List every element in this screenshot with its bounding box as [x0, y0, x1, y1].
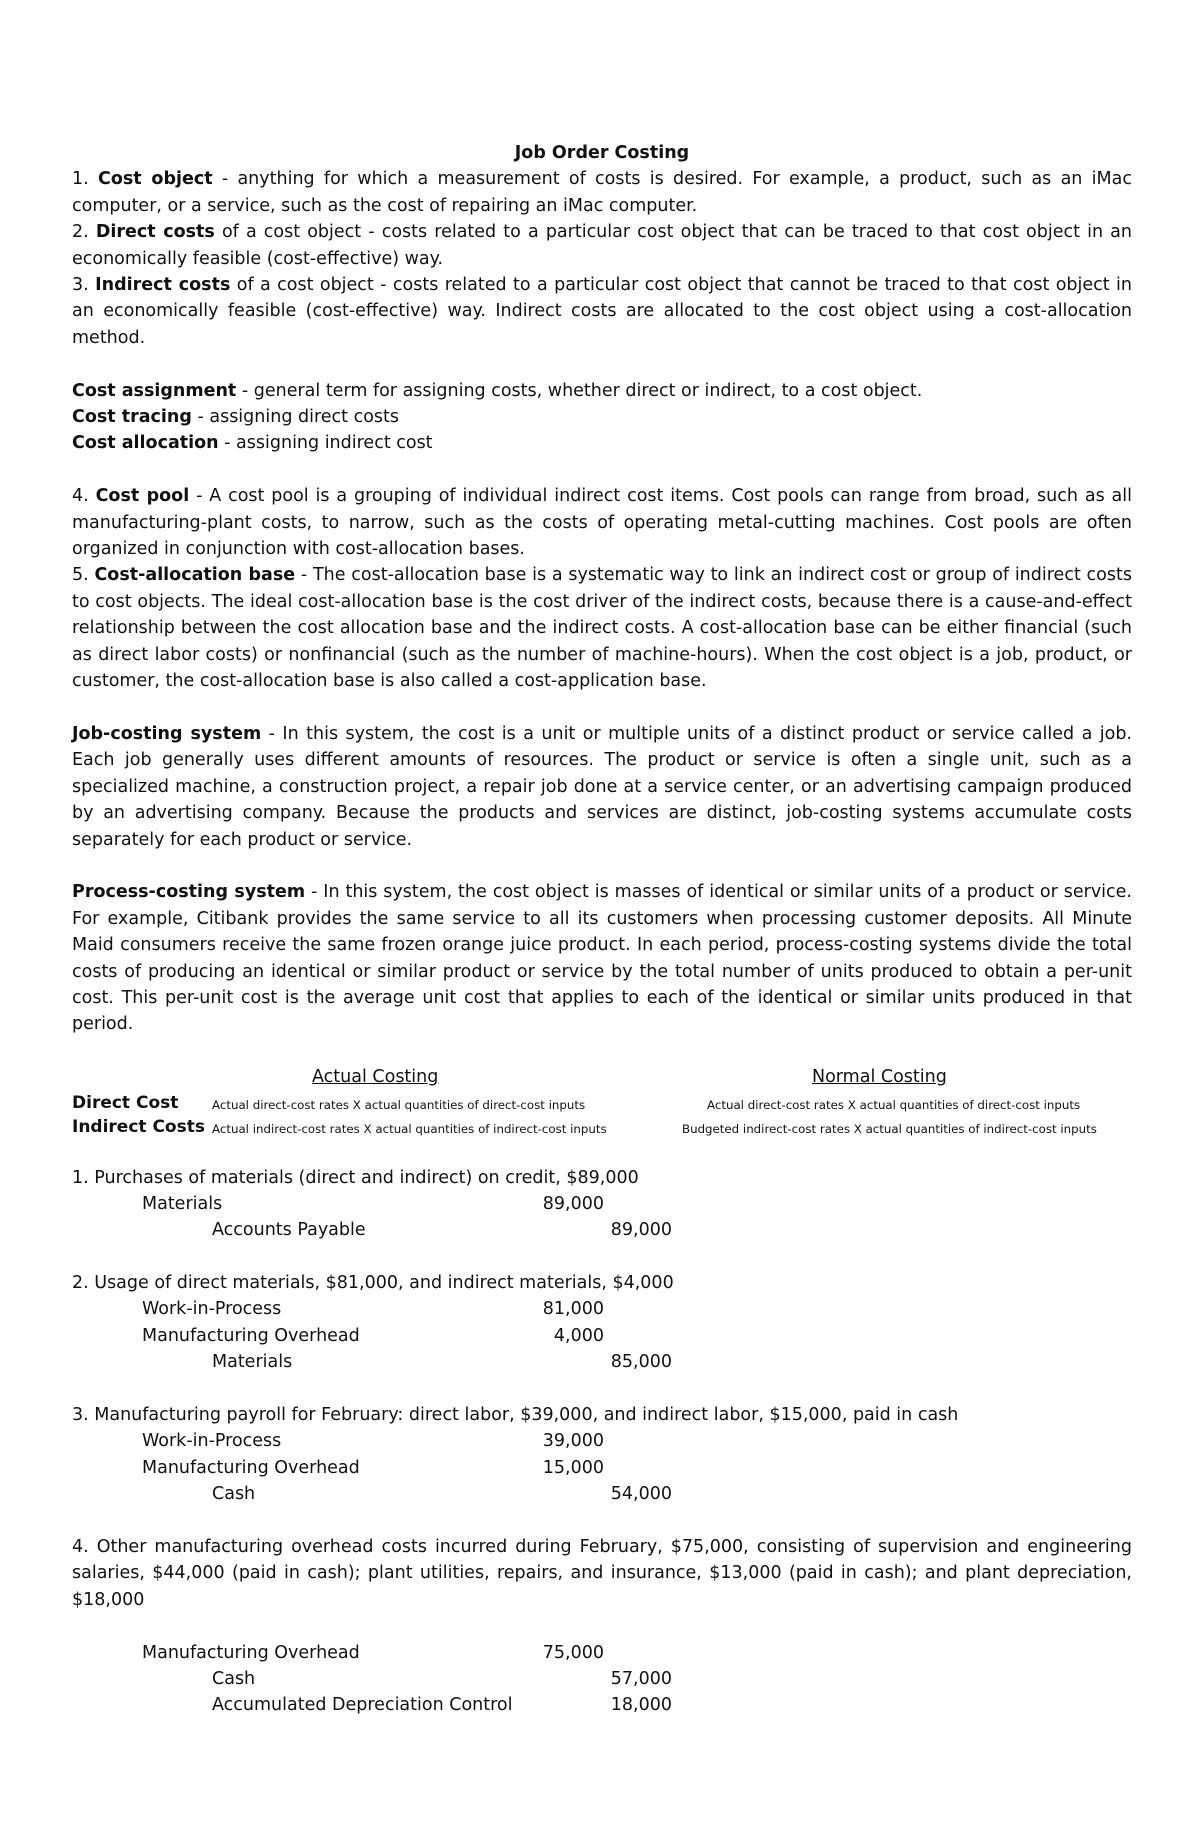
document-page — [72, 140, 1132, 1719]
journal-line: Manufacturing Overhead 75,000 — [142, 1642, 604, 1663]
definition-cost-allocation-base: 5. Cost-allocation base - The cost-allocation base is a systematic way to link an indirect cost or group of indirect costs to cost objects. The ideal cost-allocation base is the cost driver of the indirect costs, because there is a cause-and-effect relationship between the cost allocation base and the indirect costs. A cost-allocation base can be either financial (such as direct labor costs) or nonfinancial (such as the number of machine-hours). When the cost object is a job, product, or customer, the cost-allocation base is also called a cost-application base. — [72, 565, 1132, 692]
journal-line: Manufacturing Overhead 15,000 — [142, 1457, 604, 1478]
journal-line: Cash 54,000 — [212, 1484, 672, 1505]
journal-line: Materials 85,000 — [212, 1352, 672, 1373]
journal-entry-3-desc: 3. Manufacturing payroll for February: direct labor, $39,000, and indirect labor, $15,000, paid in cash — [72, 1405, 959, 1426]
job-costing-paragraph: Job-costing system - In this system, the cost is a unit or multiple units of a distinct product or service called a job. Each job generally uses different amounts of resources. The product or service is often a single unit, such as a specialized machine, a construction project, a repair job done at a service center, or an advertising campaign produced by an advertising company. Because the products and services are distinct, job-costing systems accumulate costs separately for each product or service. — [72, 723, 1132, 850]
direct-cost-row: Direct Cost Actual direct-cost rates X actual quantities of direct-cost inputs Actual direct-cost rates X actual quantities of direct-cost inputs — [72, 1093, 1081, 1114]
normal-costing-header: Normal Costing — [812, 1067, 947, 1088]
definition-direct-costs: 2. Direct costs of a cost object - costs related to a particular cost object that can be traced to that cost object in an economically feasible (cost-effective) way. — [72, 222, 1132, 269]
indirect-cost-row: Indirect Costs Actual indirect-cost rates X actual quantities of indirect-cost inputs Budgeted indirect-cost rates X actual quantities of indirect-cost inputs — [72, 1117, 1097, 1138]
definition-cost-object: 1. Cost object - anything for which a measurement of costs is desired. For example, a product, such as an iMac computer, or a service, such as the cost of repairing an iMac computer. — [72, 169, 1132, 216]
costing-table-header — [72, 1064, 1132, 1090]
definition-cost-assignment: Cost assignment - general term for assigning costs, whether direct or indirect, to a cost object. — [72, 380, 923, 401]
journal-line: Work-in-Process 81,000 — [142, 1299, 604, 1320]
journal-line: Manufacturing Overhead 4,000 — [142, 1325, 604, 1346]
definition-indirect-costs: 3. Indirect costs of a cost object - costs related to a particular cost object that cannot be traced to that cost object in an economically feasible (cost-effective) way. Indirect costs are allocated to the cost object using a cost-allocation method. — [72, 275, 1132, 348]
actual-costing-header: Actual Costing — [312, 1067, 439, 1088]
process-costing-paragraph: Process-costing system - In this system, the cost object is masses of identical or similar units of a product or service. For example, Citibank provides the same service to all its customers when processing customer deposits. All Minute Maid consumers receive the same frozen orange juice product. In each period, process-costing systems divide the total costs of producing an identical or similar product or service by the total number of units produced to obtain a per-unit cost. This per-unit cost is the average unit cost that applies to each of the identical or similar units produced in that period. — [72, 882, 1132, 1035]
journal-entry-1-desc: 1. Purchases of materials (direct and indirect) on credit, $89,000 — [72, 1167, 639, 1188]
definition-cost-pool: 4. Cost pool - A cost pool is a grouping of individual indirect cost items. Cost pools can range from broad, such as all manufacturing-plant costs, to narrow, such as the costs of operating metal-cutting machines. Cost pools are often organized in conjunction with cost-allocation bases. — [72, 486, 1132, 560]
journal-line: Accumulated Depreciation Control 18,000 — [212, 1695, 672, 1716]
journal-line: Accounts Payable 89,000 — [212, 1220, 672, 1241]
definition-cost-allocation: Cost allocation - assigning indirect cost — [72, 433, 433, 454]
journal-entry-2-desc: 2. Usage of direct materials, $81,000, and indirect materials, $4,000 — [72, 1273, 674, 1294]
journal-entry-4-desc: 4. Other manufacturing overhead costs incurred during February, $75,000, consisting of supervision and engineering salaries, $44,000 (paid in cash); plant utilities, repairs, and insurance, $13,000 (paid in cash); and plant depreciation, $18,000 — [72, 1537, 1132, 1610]
journal-line: Cash 57,000 — [212, 1669, 672, 1689]
journal-line: Work-in-Process 39,000 — [142, 1431, 604, 1452]
page-title: Job Order Costing — [514, 143, 690, 163]
journal-line: Materials 89,000 — [142, 1193, 604, 1214]
definition-cost-tracing: Cost tracing - assigning direct costs — [72, 407, 400, 428]
